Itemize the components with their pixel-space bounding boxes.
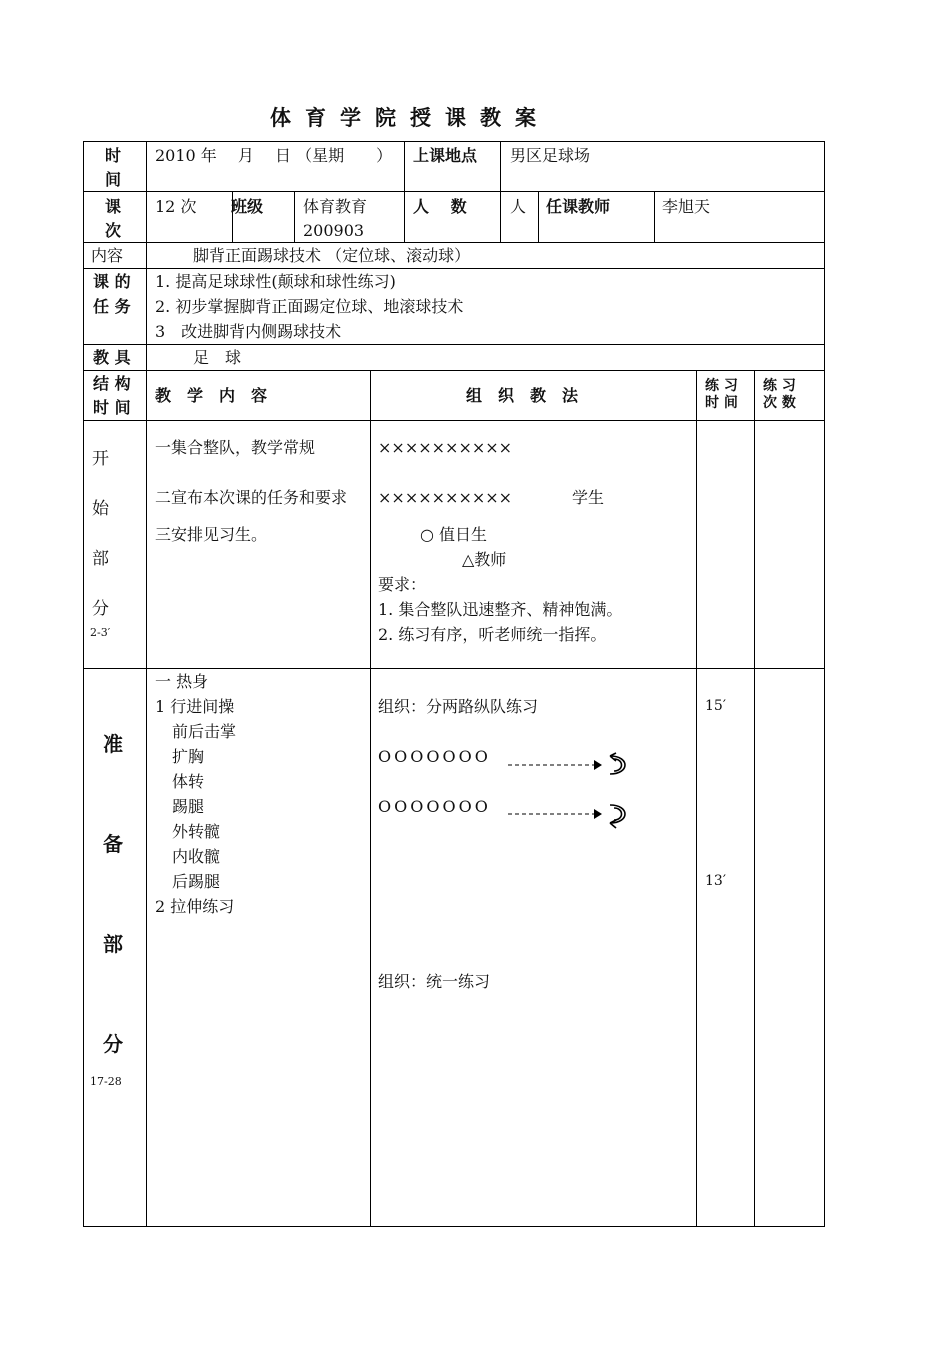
session-label-2: 次 [105, 221, 122, 240]
tasks-label: 课 的 [93, 272, 131, 291]
prep-duration: 17-28 [90, 1075, 122, 1088]
task-item: 3 改进脚背内侧踢球技术 [155, 322, 342, 341]
content-value: 脚背正面踢球技术 （定位球、滚动球） [193, 246, 471, 265]
requirement-item: 2. 练习有序，听老师统一指挥。 [378, 625, 607, 644]
organization-note: 组织：统一练习 [378, 972, 491, 991]
method-header: 组 织 教 法 [466, 386, 579, 405]
structure-header: 结 构 [93, 374, 131, 393]
practice-time: 15′ [705, 698, 726, 714]
location-value: 男区足球场 [510, 146, 591, 165]
time-label: 时 [105, 146, 122, 165]
start-section-char: 部 [92, 549, 109, 569]
prep-item: 前后击掌 [172, 722, 237, 741]
prep-section-char: 部 [103, 932, 123, 956]
practice-count-header: 练 习 [763, 378, 796, 394]
prep-item: 扩胸 [172, 747, 205, 766]
prep-item: 2 拉伸练习 [155, 897, 235, 916]
start-item: 二宣布本次课的任务和要求 [155, 488, 348, 507]
practice-time-header-2: 时 间 [705, 395, 738, 411]
organization-note: 组织：分两路纵队练习 [378, 697, 539, 716]
start-item: 三安排见习生。 [155, 525, 268, 544]
teacher-value: 李旭天 [662, 197, 711, 216]
arrow-right-icon [508, 760, 602, 770]
count-value: 人 [510, 197, 527, 216]
prep-section-char: 备 [103, 832, 123, 856]
start-duration: 2-3′ [90, 626, 111, 639]
requirements-label: 要求： [378, 575, 427, 594]
page-title: 体育学院授课教案 [270, 105, 550, 130]
session-value: 12 次 [155, 197, 197, 216]
class-value: 体育教育 [303, 197, 368, 216]
tasks-label-2: 任 务 [93, 297, 131, 316]
structure-header-2: 时 间 [93, 398, 131, 417]
students-label: 学生 [572, 488, 605, 507]
prep-item: 后踢腿 [172, 872, 221, 891]
requirement-item: 1. 集合整队迅速整齐、精神饱满。 [378, 600, 623, 619]
task-item: 1. 提高足球球性(颠球和球性练习) [155, 272, 396, 291]
location-label: 上课地点 [413, 146, 478, 165]
prep-item: 体转 [172, 772, 205, 791]
arrow-right-icon [508, 809, 602, 819]
prep-section-char: 分 [103, 1032, 123, 1056]
teacher-mark: △教师 [462, 550, 507, 569]
column-row: OOOOOOO [378, 797, 491, 816]
prep-item: 1 行进间操 [155, 697, 235, 716]
teacher-label: 任课教师 [546, 197, 611, 216]
prep-item: 外转髋 [172, 822, 221, 841]
practice-count-header-2: 次 数 [763, 395, 796, 411]
count-label: 人 数 [413, 197, 467, 216]
session-label: 课 [105, 197, 122, 216]
class-value-2: 200903 [303, 221, 365, 240]
start-section-char: 分 [92, 599, 109, 619]
practice-time: 13′ [705, 873, 726, 889]
task-item: 2. 初步掌握脚背正面踢定位球、地滚球技术 [155, 297, 464, 316]
column-row: OOOOOOO [378, 747, 491, 766]
prep-section-char: 准 [103, 732, 123, 756]
practice-time-header: 练 习 [705, 378, 738, 394]
class-label: 班级 [231, 197, 264, 216]
prep-item: 一 热身 [155, 672, 209, 691]
content-label: 内容 [91, 246, 124, 265]
equipment-value: 足 球 [193, 348, 242, 367]
content-header: 教 学 内 容 [155, 386, 268, 405]
u-turn-icon [610, 805, 625, 828]
prep-item: 内收髋 [172, 847, 221, 866]
running-direction-diagram [506, 750, 636, 840]
monitor-mark: ○ 值日生 [420, 525, 488, 544]
time-label-2: 间 [105, 170, 122, 189]
equipment-label: 教 具 [93, 348, 131, 367]
start-section-char: 始 [92, 499, 109, 519]
u-turn-icon [610, 753, 625, 774]
formation-row: ×××××××××× [378, 438, 513, 457]
prep-item: 踢腿 [172, 797, 205, 816]
date-field: 2010 年 月 日 （星期 ） [155, 146, 393, 165]
start-section-char: 开 [92, 449, 109, 469]
formation-row: ×××××××××× [378, 488, 513, 507]
start-item: 一集合整队，教学常规 [155, 438, 316, 457]
